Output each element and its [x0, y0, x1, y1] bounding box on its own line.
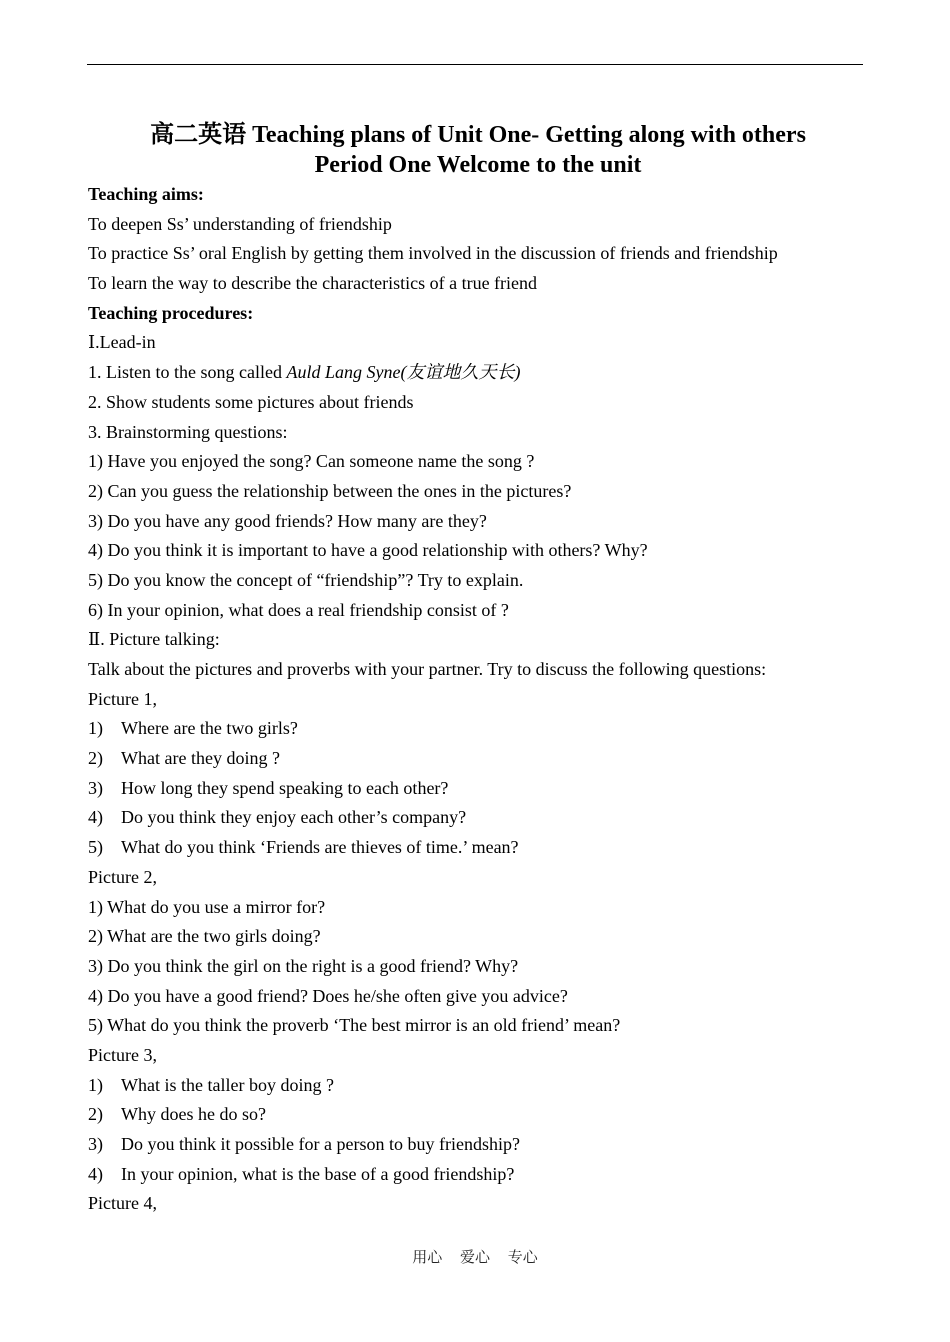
document-body	[88, 120, 868, 1219]
picture-2-question: 4) Do you have a good friend? Does he/she often give you advice?	[88, 985, 568, 1006]
title-line-1: 高二英语 Teaching plans of Unit One- Getting along with others	[150, 122, 806, 148]
brainstorm-question: 4) Do you think it is important to have a good relationship with others? Why?	[88, 540, 648, 561]
lead-in-step-2: 2. Show students some pictures about friends	[88, 391, 414, 412]
section-lead-in-heading: Ⅰ.Lead-in	[88, 332, 156, 353]
picture-2-question: 5) What do you think the proverb ‘The best mirror is an old friend’ mean?	[88, 1015, 621, 1036]
question-text: Where are the two girls?	[121, 718, 298, 739]
question-number: 3)	[88, 1134, 103, 1154]
picture-3-question	[88, 1130, 868, 1160]
header-rule	[87, 64, 863, 65]
question-number: 2)	[88, 748, 103, 769]
question-number: 1)	[88, 718, 103, 739]
question-number: 2)	[88, 1104, 103, 1125]
aim-item: To deepen Ss’ understanding of friendship	[88, 213, 392, 234]
picture-3-question	[88, 1071, 868, 1101]
section-picture-talking-heading: Ⅱ. Picture talking:	[88, 629, 220, 650]
question-text: How long they spend speaking to each other?	[121, 777, 449, 798]
teaching-procedures-heading: Teaching procedures:	[88, 302, 254, 323]
question-number: 3)	[88, 777, 103, 798]
brainstorm-question: 5) Do you know the concept of “friendship”? Try to explain.	[88, 569, 524, 590]
aim-item: To learn the way to describe the characteristics of a true friend	[88, 273, 538, 294]
picture-4-label: Picture 4,	[88, 1193, 157, 1214]
picture-3-label: Picture 3,	[88, 1044, 157, 1065]
question-number: 4)	[88, 1163, 103, 1184]
question-text: What is the taller boy doing ?	[121, 1074, 334, 1095]
picture-3-question	[88, 1160, 868, 1190]
brainstorm-question: 3) Do you have any good friends? How many are they?	[88, 510, 487, 531]
question-number: 5)	[88, 837, 103, 858]
picture-2-question: 2) What are the two girls doing?	[88, 926, 321, 947]
picture-2-label: Picture 2,	[88, 866, 157, 887]
title-line-2: Period One Welcome to the unit	[314, 152, 642, 178]
picture-2-question: 1) What do you use a mirror for?	[88, 896, 326, 917]
question-text: What do you think ‘Friends are thieves of time.’ mean?	[121, 837, 519, 858]
song-title: Auld Lang Syne(友谊地久天长)	[286, 362, 521, 383]
document-title	[88, 120, 868, 180]
picture-1-question	[88, 744, 868, 774]
picture-2-question: 3) Do you think the girl on the right is a good friend? Why?	[88, 955, 519, 976]
question-number: 1)	[88, 1074, 103, 1095]
lead-in-step-1	[88, 358, 868, 388]
brainstorm-question: 2) Can you guess the relationship between the ones in the pictures?	[88, 480, 572, 501]
picture-1-label: Picture 1,	[88, 688, 157, 709]
brainstorm-question: 6) In your opinion, what does a real friendship consist of ?	[88, 599, 509, 620]
picture-1-question	[88, 833, 868, 863]
question-text: Why does he do so?	[121, 1104, 266, 1125]
picture-1-question	[88, 714, 868, 744]
picture-1-question	[88, 774, 868, 804]
lead-in-step-3: 3. Brainstorming questions:	[88, 421, 288, 442]
brainstorm-question: 1) Have you enjoyed the song? Can someone name the song ?	[88, 451, 535, 472]
question-text: Do you think it possible for a person to buy friendship?	[121, 1134, 520, 1154]
aim-item: To practice Ss’ oral English by getting them involved in the discussion of friends and friendship	[88, 243, 778, 264]
question-text: Do you think they enjoy each other’s company?	[121, 807, 467, 828]
step-1-text: 1. Listen to the song called	[88, 362, 287, 383]
question-number: 4)	[88, 807, 103, 828]
teaching-aims-heading: Teaching aims:	[88, 184, 204, 204]
page-footer: 用心 爱心 专心	[412, 1250, 538, 1266]
question-text: In your opinion, what is the base of a good friendship?	[121, 1163, 515, 1184]
picture-3-question	[88, 1100, 868, 1130]
question-text: What are they doing ?	[121, 748, 280, 769]
picture-talking-intro: Talk about the pictures and proverbs with your partner. Try to discuss the following questions:	[88, 659, 767, 679]
picture-1-question	[88, 803, 868, 833]
